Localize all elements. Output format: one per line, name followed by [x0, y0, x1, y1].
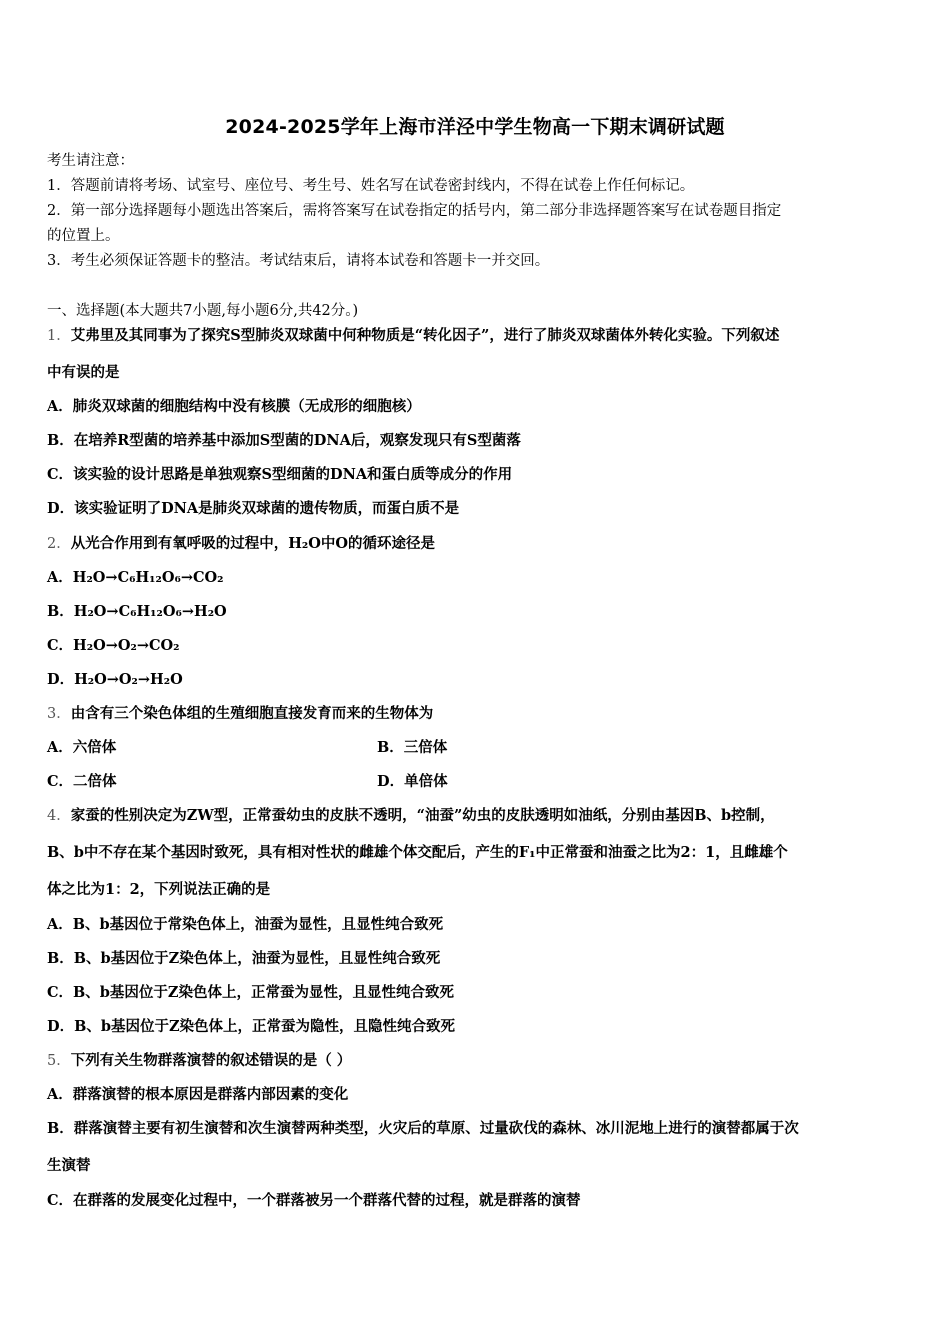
notice-item-1: 1．答题前请将考场、试室号、座位号、考生号、姓名写在试卷密封线内，不得在试卷上作任何标记。 — [47, 178, 695, 194]
question-5-option-a: A．群落演替的根本原因是群落内部因素的变化 — [47, 1086, 349, 1103]
question-5-stem: 5．下列有关生物群落演替的叙述错误的是（ ） — [47, 1052, 352, 1069]
question-1-option-b: B．在培养R型菌的培养基中添加S型菌的DNA后，观察发现只有S型菌落 — [47, 432, 521, 449]
question-2-option-d: D．H₂O→O₂→H₂O — [47, 671, 183, 688]
question-1-option-d: D．该实验证明了DNA是肺炎双球菌的遗传物质，而蛋白质不是 — [47, 500, 460, 517]
question-2-stem: 2．从光合作用到有氧呼吸的过程中，H₂O中O的循环途径是 — [47, 535, 436, 552]
question-4-option-c: C．B、b基因位于Z染色体上，正常蚕为显性，且显性纯合致死 — [47, 984, 455, 1001]
question-4-option-b: B．B、b基因位于Z染色体上，油蚕为显性，且显性纯合致死 — [47, 950, 441, 967]
question-3-option-d: D．单倍体 — [377, 773, 448, 790]
question-number: 5． — [47, 1053, 71, 1069]
question-3-row-2 — [47, 773, 909, 791]
notice-heading: 考生请注意： — [47, 153, 134, 169]
question-number: 3． — [47, 706, 71, 722]
notice-item-2-cont: 的位置上。 — [47, 228, 120, 244]
notice-item-3: 3．考生必须保证答题卡的整洁。考试结束后，请将本试卷和答题卡一并交回。 — [47, 253, 550, 269]
question-3-option-a: A．六倍体 — [47, 739, 117, 756]
question-1-stem-cont: 中有误的是 — [47, 364, 120, 381]
question-2-option-b: B．H₂O→C₆H₁₂O₆→H₂O — [47, 603, 227, 620]
question-1-stem: 1．艾弗里及其同事为了探究S型肺炎双球菌中何种物质是“转化因子”，进行了肺炎双球菌体外转化实验。下列叙述 — [47, 327, 780, 344]
question-4-option-a: A．B、b基因位于常染色体上，油蚕为显性，且显性纯合致死 — [47, 916, 444, 933]
question-1-option-c: C．该实验的设计思路是单独观察S型细菌的DNA和蛋白质等成分的作用 — [47, 466, 513, 483]
page-title: 2024-2025学年上海市洋泾中学生物高一下期末调研试题 — [225, 116, 725, 138]
question-2-option-c: C．H₂O→O₂→CO₂ — [47, 637, 180, 654]
question-number: 4． — [47, 808, 71, 824]
question-3-option-b: B．三倍体 — [377, 739, 448, 756]
question-3-option-c: C．二倍体 — [47, 773, 117, 790]
question-4-stem-cont-2: 体之比为1：2，下列说法正确的是 — [47, 881, 271, 898]
question-5-option-b-cont: 生演替 — [47, 1157, 91, 1174]
question-5-option-b: B．群落演替主要有初生演替和次生演替两种类型，火灾后的草原、过量砍伐的森林、冰川泥地上进行的演替都属于次 — [47, 1120, 799, 1137]
question-4-option-d: D．B、b基因位于Z染色体上，正常蚕为隐性，且隐性纯合致死 — [47, 1018, 456, 1035]
question-3-stem: 3．由含有三个染色体组的生殖细胞直接发育而来的生物体为 — [47, 705, 434, 722]
question-5-option-c: C．在群落的发展变化过程中，一个群落被另一个群落代替的过程，就是群落的演替 — [47, 1192, 581, 1209]
question-number: 1． — [47, 328, 71, 344]
question-4-stem: 4．家蚕的性别决定为ZW型，正常蚕幼虫的皮肤不透明，“油蚕”幼虫的皮肤透明如油纸，分别由基因B、b控制， — [47, 807, 775, 824]
notice-item-2: 2．第一部分选择题每小题选出答案后，需将答案写在试卷指定的括号内，第二部分非选择题答案写在试卷题目指定 — [47, 203, 782, 219]
question-number: 2． — [47, 536, 71, 552]
section-heading: 一、选择题(本大题共7小题,每小题6分,共42分。) — [47, 303, 359, 319]
question-4-stem-cont-1: B、b中不存在某个基因时致死，具有相对性状的雌雄个体交配后，产生的F₁中正常蚕和油蚕之比为2：1，且雌雄个 — [47, 844, 788, 861]
question-3-row-1 — [47, 739, 909, 757]
question-2-option-a: A．H₂O→C₆H₁₂O₆→CO₂ — [47, 569, 224, 586]
question-1-option-a: A．肺炎双球菌的细胞结构中没有核膜（无成形的细胞核） — [47, 398, 421, 415]
